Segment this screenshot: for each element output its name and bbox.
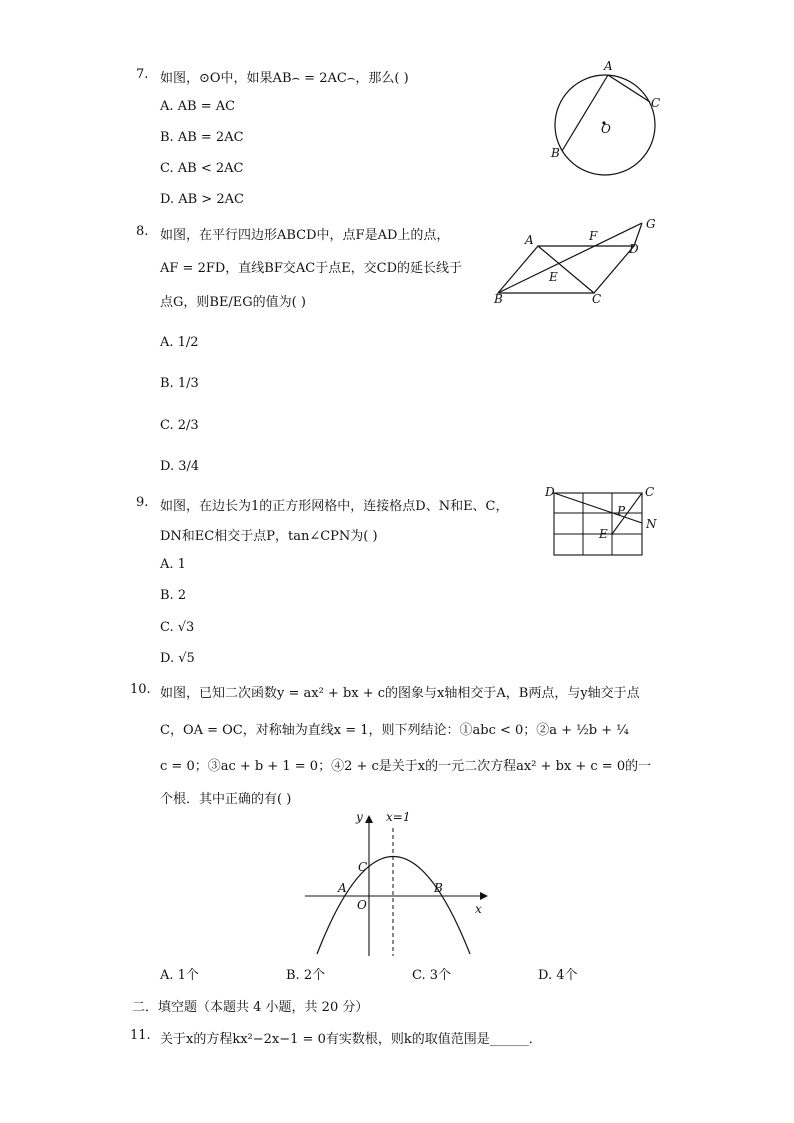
section-2-heading: 二．填空题（本题共 4 小题，共 20 分） <box>132 1000 369 1015</box>
q10-stem-line-3: c = 0；③ac + b + 1 = 0；④2 + c是关于x的一元二次方程ax² + bx + c = 0的一 <box>160 759 652 774</box>
q8-number: 8. <box>136 224 149 239</box>
q8-label-e: E <box>549 270 558 284</box>
q7-label-c: C <box>651 96 661 110</box>
q9-option-d: D. √5 <box>160 651 195 666</box>
q10-label-b: B <box>434 881 443 895</box>
q8-label-d: D <box>629 242 639 256</box>
q9-option-b: B. 2 <box>160 588 187 603</box>
q7-label-b: B <box>551 146 560 160</box>
q8-label-a: A <box>525 233 534 247</box>
q9-option-c: C. √3 <box>160 620 195 635</box>
q7-option-c: C. AB < 2AC <box>160 161 244 176</box>
q9-stem-line-1: 如图，在边长为1的正方形网格中，连接格点D、N和E、C， <box>160 499 509 514</box>
q8-label-c: C <box>592 292 602 306</box>
q10-label-x-axis: x <box>475 902 482 916</box>
q10-label-c: C <box>358 860 368 874</box>
q8-option-a: A. 1/2 <box>160 335 199 350</box>
q10-stem-line-1: 如图，已知二次函数y = ax² + bx + c的图象与x轴相交于A，B两点，与y轴交于点 <box>160 686 640 701</box>
q8-label-g: G <box>646 217 656 231</box>
q10-option-c: C. 3个 <box>412 968 452 983</box>
q9-label-p: P <box>617 504 626 518</box>
q8-option-d: D. 3/4 <box>160 459 200 474</box>
q8-label-b: B <box>494 292 503 306</box>
q9-label-e: E <box>599 527 608 541</box>
q10-stem-line-2: C，OA = OC，对称轴为直线x = 1，则下列结论：①abc < 0；②a + ½b + ¼ <box>160 723 629 738</box>
q10-number: 10. <box>130 682 151 697</box>
q10-stem-line-4: 个根．其中正确的有( ) <box>160 792 292 807</box>
q7-label-o: O <box>601 122 611 136</box>
q9-label-d: D <box>545 485 555 499</box>
q10-label-symmetry: x=1 <box>386 810 411 824</box>
q7-stem: 如图，⊙O中，如果AB⌢ = 2AC⌢，那么( ) <box>160 71 409 86</box>
q7-option-b: B. AB = 2AC <box>160 130 244 145</box>
q9-number: 9. <box>136 495 149 510</box>
q8-label-f: F <box>589 229 598 243</box>
q11-stem: 关于x的方程kx²−2x−1 = 0有实数根，则k的取值范围是______． <box>160 1032 542 1047</box>
q9-label-c: C <box>645 485 655 499</box>
q8-parallelogram-figure <box>488 215 663 310</box>
q7-option-a: A. AB = AC <box>160 99 236 114</box>
q9-label-n: N <box>646 517 657 531</box>
q10-label-a: A <box>338 881 347 895</box>
q8-stem-line-3: 点G，则BE/EG的值为( ) <box>160 295 306 310</box>
q10-option-b: B. 2个 <box>286 968 326 983</box>
q8-option-c: C. 2/3 <box>160 418 199 433</box>
q10-option-a: A. 1个 <box>160 968 199 983</box>
q8-stem-line-2: AF = 2FD，直线BF交AC于点E，交CD的延长线于 <box>160 261 463 276</box>
q7-circle-figure <box>545 55 675 185</box>
q8-stem-line-1: 如图，在平行四边形ABCD中，点F是AD上的点， <box>160 228 450 243</box>
q8-option-b: B. 1/3 <box>160 376 199 391</box>
q10-parabola-figure <box>300 806 495 958</box>
q9-grid-figure <box>540 482 665 562</box>
q7-number: 7. <box>136 67 149 82</box>
q10-label-y-axis: y <box>356 810 363 824</box>
q7-label-a: A <box>604 59 613 73</box>
q11-number: 11. <box>130 1028 151 1043</box>
q7-option-d: D. AB > 2AC <box>160 192 244 207</box>
q10-label-o: O <box>357 898 367 912</box>
q10-option-d: D. 4个 <box>538 968 578 983</box>
q9-stem-line-2: DN和EC相交于点P，tan∠CPN为( ) <box>160 529 378 544</box>
q9-option-a: A. 1 <box>160 557 186 572</box>
